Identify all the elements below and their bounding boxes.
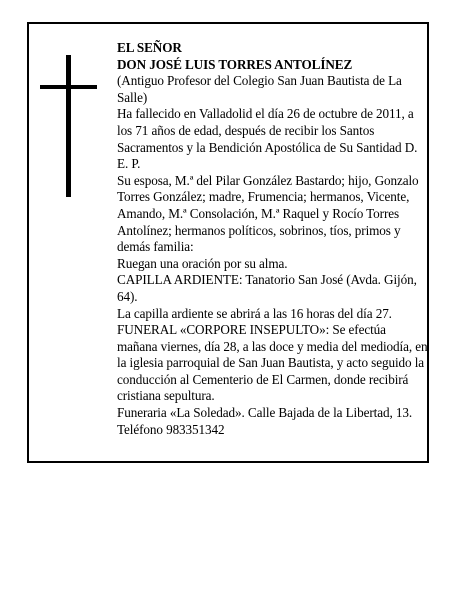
obituary-notice (27, 22, 429, 463)
cross-vertical-bar (66, 55, 71, 197)
funeral-details: FUNERAL «CORPORE INSEPULTO»: Se efectúa mañana viernes, día 28, a las doce y media del mediodía, en la iglesia parroquial de San Juan Bautista, y acto seguido la conducción al Cementerio de El Carmen, donde recibirá cristiana sepultura. (117, 322, 428, 404)
funeral-home: Funeraria «La Soledad». Calle Bajada de la Libertad, 13. Teléfono 983351342 (117, 405, 413, 437)
death-announcement: Ha fallecido en Valladolid el día 26 de octubre de 2011, a los 71 años de edad, después de recibir los Santos Sacramentos y la Bendición Apostólica de Su Santidad D. E. P. (117, 106, 418, 172)
salutation: EL SEÑOR (117, 40, 182, 55)
chapel-opening-time: La capilla ardiente se abrirá a las 16 horas del día 27. (117, 305, 392, 321)
cross-horizontal-bar (40, 85, 97, 89)
deceased-title: (Antiguo Profesor del Colegio San Juan Bautista de La Salle) (117, 73, 402, 105)
deceased-name: DON JOSÉ LUIS TORRES ANTOLÍNEZ (117, 56, 353, 72)
prayer-request: Ruegan una oración por su alma. (117, 255, 288, 271)
notice-text (117, 40, 429, 438)
chapel-location: CAPILLA ARDIENTE: Tanatorio San José (Avda. Gijón, 64). (117, 272, 417, 304)
family-members: Su esposa, M.ª del Pilar González Bastardo; hijo, Gonzalo Torres González; madre, Frumencia; hermanos, Vicente, Amando, M.ª Consolación, M.ª Raquel y Rocío Torres Antolínez; hermanos políticos, sobrinos, tíos, primos y demás familia: (117, 172, 419, 255)
